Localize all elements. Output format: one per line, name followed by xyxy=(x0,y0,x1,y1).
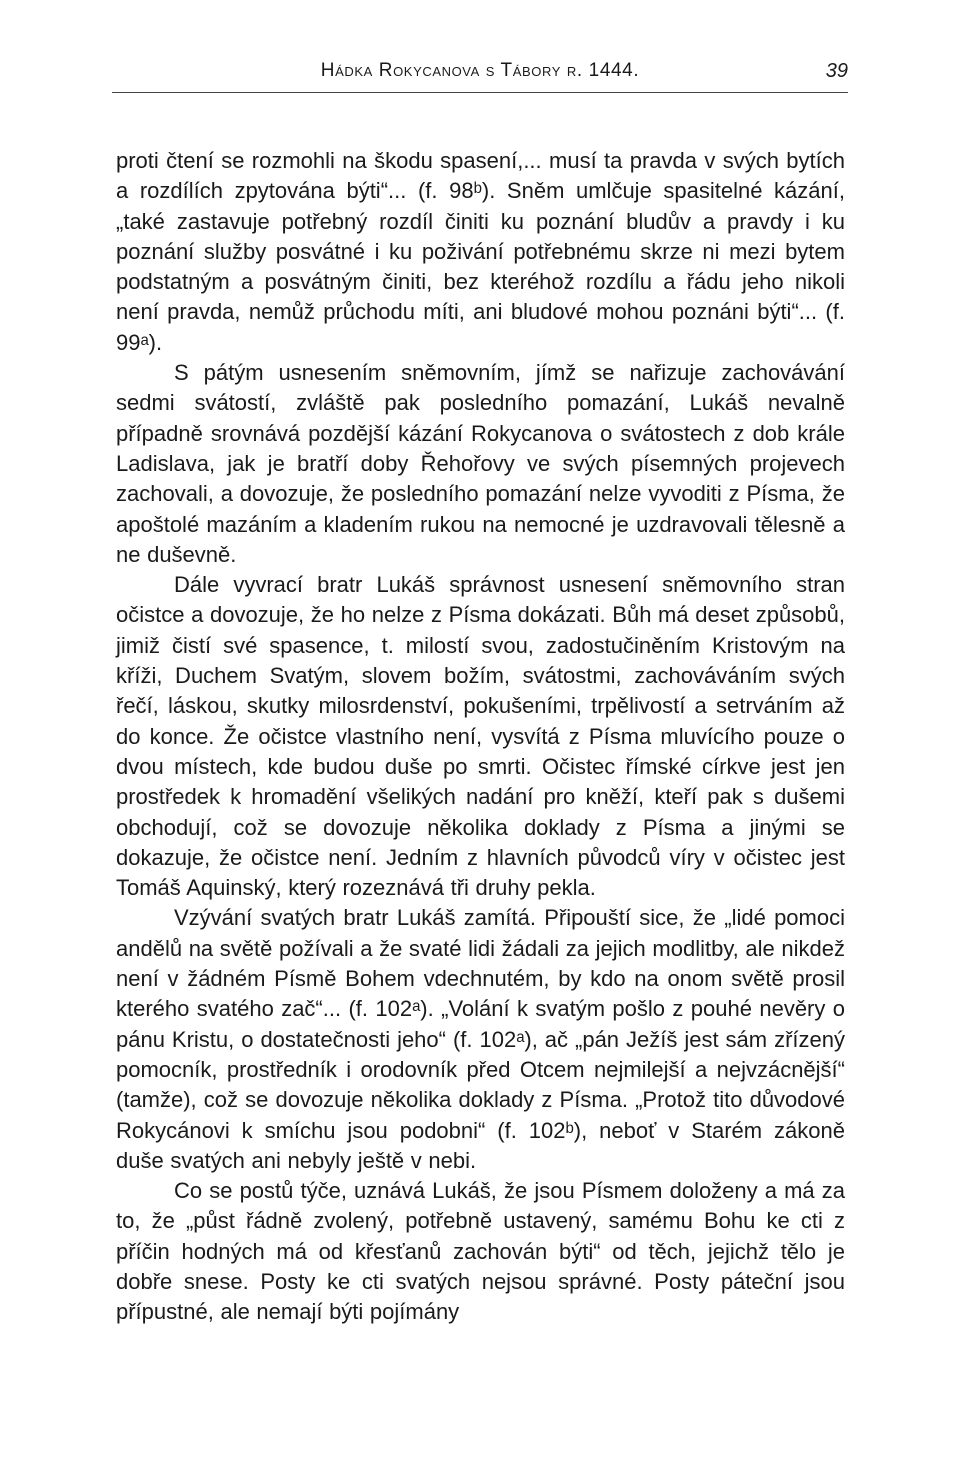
paragraph-saints: Vzývání svatých bratr Lukáš zamítá. Připouští sice, že „lidé pomoci andělů na světě požívali a že svaté lidi žádali za jejich modlitby, ale nikdež není v žádném Písmě Bohem vdechnutém, by kdo na onom světě prosil kterého svatého zač“... (f. 102ᵃ). „Volání k svatým pošlo z pouhé nevěry o pánu Kristu, o dostatečnosti jeho“ (f. 102ᵃ), ač „pán Ježíš jest sám zřízený pomocník, prostředník i orodovník před Otcem nejmilejší a nejvzácnější“ (tamže), což se dovozuje několika doklady z Písma. „Protož tito důvodové Rokycánovi k smíchu jsou podobni“ (f. 102ᵇ), neboť v Starém zákoně duše svatých ani nebyly ještě v nebi. xyxy=(116,905,845,1173)
header-rule xyxy=(112,92,848,93)
paragraph-fasting: Co se postů týče, uznává Lukáš, že jsou Písmem doloženy a má za to, že „půst řádně zvolený, potřebně ustavený, samému Bohu ke cti z příčin hodných má od křesťanů zachován býti“ od těch, jejichž tělo je dobře snese. Posty ke cti svatých nejsou správné. Posty páteční jsou přípustné, ale nemají býti pojímány xyxy=(116,1178,845,1325)
paragraph-continued: proti čtení se rozmohli na škodu spasení,... musí ta pravda v svých bytích a rozdílích zpytována býti“... (f. 98ᵇ). Sněm umlčuje spasitelné kázání, „také zastavuje potřebný rozdíl činiti ku poznání bludův a pravdy i ku poznání služby posvátné i ku poživání potřebnému skrze ni mezi bytem podstatným a posvátným činiti, bez kteréhož rozdílu a řádu jeho nikoli není pravda, nemůž průchodu míti, ani bludové mohou poznáni býti“... (f. 99ᵃ). xyxy=(116,148,845,355)
page-number: 39 xyxy=(825,60,848,82)
running-title: Hádka Rokycanova s Tábory r. 1444. xyxy=(320,60,640,81)
running-header xyxy=(112,60,848,96)
body-text xyxy=(116,146,845,1328)
paragraph-purgatory: Dále vyvrací bratr Lukáš správnost usnesení sněmovního stran očistce a dovozuje, že ho nelze z Písma dokázati. Bůh má deset způsobů, jimiž čistí své spasence, t. milostí svou, zadostučiněním Kristovým na kříži, Duchem Svatým, slovem božím, svátostmi, zachováváním svých řečí, láskou, skutky milosrdenství, pokušeními, trpělivostí a setrváním až do konce. Že očistce vlastního není, vysvítá z Písma mluvícího pouze o dvou místech, kde budou duše po smrti. Očistec římské církve jest jen prostředek k hromadění všelikých nadání pro kněží, kteří pak s dušemi obchodují, což se dovozuje několika doklady z Písma a jinými se dokazuje, že očistce není. Jedním z hlavních původců víry v očistec jest Tomáš Aquinský, který rozeznává tři druhy pekla. xyxy=(116,572,845,901)
paragraph-sacraments: S pátým usnesením sněmovním, jímž se nařizuje zachovávání sedmi svátostí, zvláště pak posledního pomazání, Lukáš nevalně případně srovnává pozdější kázání Rokycanova o svátostech z dob krále Ladislava, jak je bratří doby Řehořovy ve svých písemných projevech zachovali, a dovozuje, že posledního pomazání nelze vyvoditi z Písma, že apoštolé mazáním a kladením rukou na nemocné je uzdravovali tělesně a ne duševně. xyxy=(116,360,845,567)
